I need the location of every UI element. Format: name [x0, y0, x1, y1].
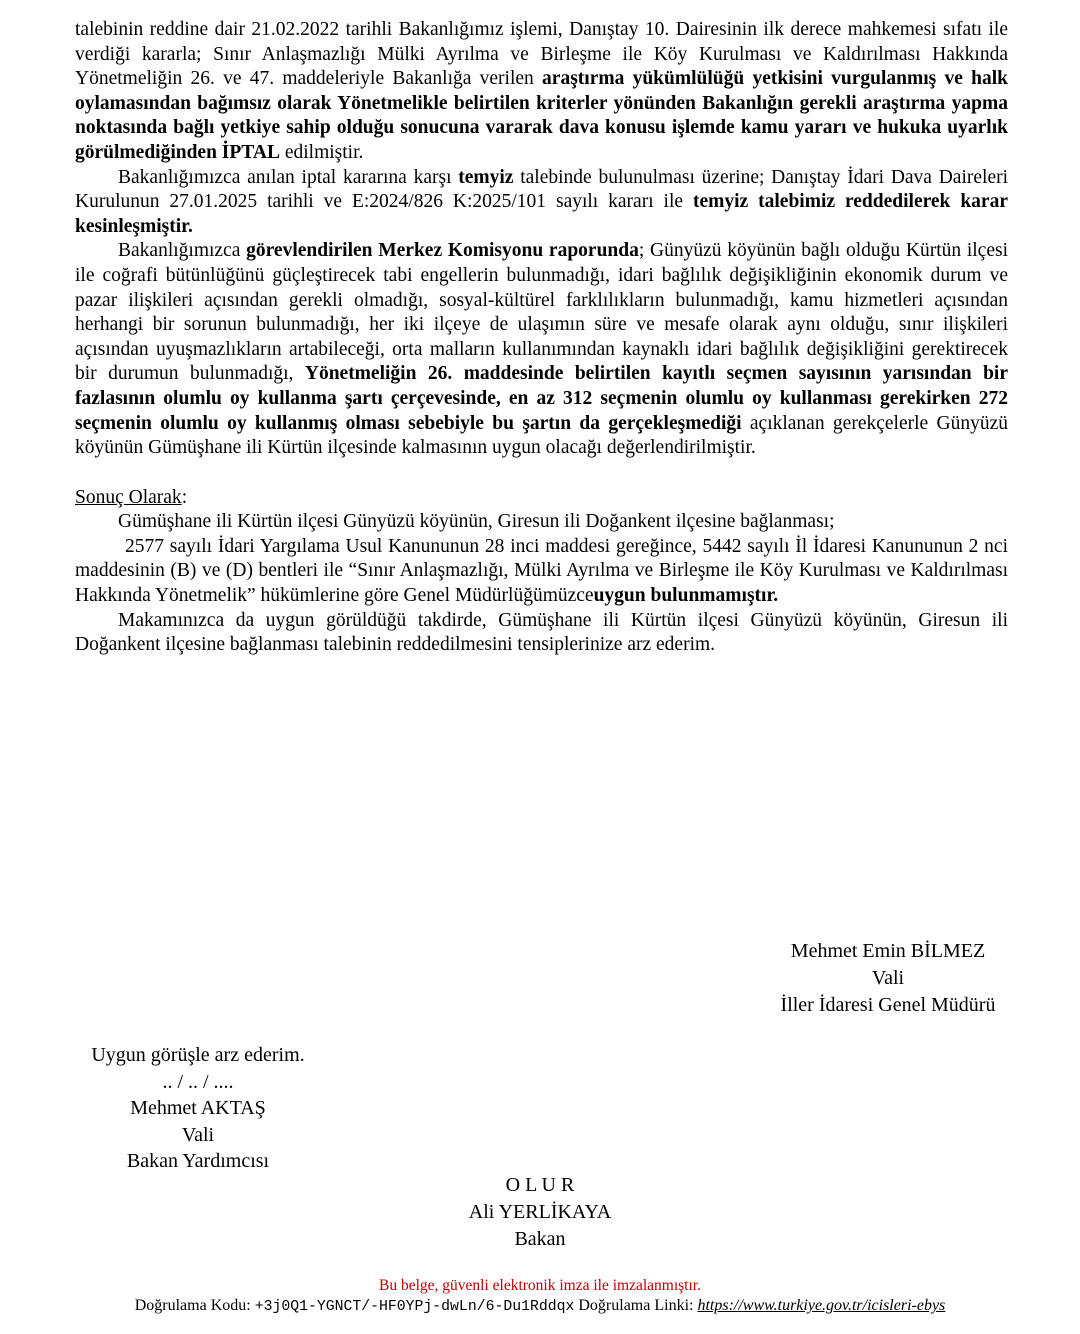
verification-code: +3j0Q1-YGNCT/-HF0YPj-dwLn/6-Du1Rddqx — [254, 1299, 575, 1315]
olur-label: O L U R — [505, 1174, 575, 1196]
karar-text: 2577 sayılı İdari Yargılama Usul Kanununun 28 inci maddesi gereğince, 5442 sayılı İl İdaresi Kanununun 2 nci maddesinin (B) ve (D) bentleri ile “Sınır Anlaşmazlığı, Mülki Ayrılma ve Birleşme ile Köy Kurulması ve Kaldırılması Hakkında Yönetmelik” hükümlerine göre Genel Müdürlüğümüzce — [75, 535, 1008, 607]
paragraph-komisyon — [75, 239, 1008, 460]
iptal-text-end: edilmiştir. — [279, 141, 364, 163]
sonuc-heading-colon: : — [181, 486, 188, 508]
signer-name: Mehmet AKTAŞ — [130, 1097, 266, 1119]
temyiz-text-start: Bakanlığımızca anılan iptal kararına karşı — [118, 166, 459, 188]
sonuc-paragraph-karar — [75, 535, 1008, 609]
temyiz-text-mid: talebinde bulunulması üzerine; Danıştay İdari Dava Daireleri Kurulunun 27.01.2025 tarihli ve E:2024/826 K:2025/101 sayılı kararı ile — [75, 166, 1009, 213]
karar-bold-uygun-bulunmamistir: uygun bulunmamıştır. — [593, 585, 779, 607]
temyiz-bold-end: temyiz talebimiz reddedilerek karar kesinleşmiştir. — [75, 191, 1008, 237]
komisyon-bold-secmen: Yönetmeliğin 26. maddesinde belirtilen kayıtlı seçmen sayısının yarısından bir fazlasının olumlu oy kullanma şartı çerçevesinde, en az 312 seçmenin olumlu oy kullanması gerekirken 272 seçmenin olumlu oy kullanmış olması sebebiyle bu şartın da gerçekleşmediği — [75, 363, 1008, 434]
date-placeholder: .. / .. / .... — [162, 1070, 234, 1093]
komisyon-text-start: Bakanlığımızca — [118, 240, 247, 262]
signature-block-bakan-olur — [390, 1172, 690, 1253]
paragraph-arz — [75, 609, 1008, 658]
paragraph-iptal — [75, 18, 1008, 166]
signer-name: Mehmet Emin BİLMEZ — [790, 940, 986, 962]
signature-block-genel-mudur — [700, 938, 1076, 1019]
sonuc-heading — [75, 486, 1008, 511]
temyiz-bold-word: temyiz — [458, 166, 514, 188]
signer-title-bakan-yardimcisi: Bakan Yardımcısı — [126, 1150, 270, 1172]
komisyon-text-mid: ; Günyüzü köyünün bağlı olduğu Kürtün ilçesi ile coğrafi bütünlüğünü güçleştirecek tabi engellerin bulunmadığı, idari bağlılık değişikliğinin ekonomik durum ve pazar ilişkileri açısından gerekli olmadığı, sosyal-kültürel farklılıkların bulunmadığı, kamu hizmetleri açısından herhangi bir sorunun bulunmadığı, her iki ilçeye de ulaşımın süre ve mesafe olarak aynı olduğu, sınır ilişkileri açısından uyuşmazlıkların artabileceği, orta malların kullanımından kaynaklı idari bağlılık değişikliğini gerektirecek bir durumun bulunmadığı, — [75, 240, 1008, 385]
sonuc-line-baglanma-text: Gümüşhane ili Kürtün ilçesi Günyüzü köyünün, Giresun ili Doğankent ilçesine bağlanması; — [118, 511, 835, 533]
komisyon-bold-title: görevlendirilen Merkez Komisyonu raporunda — [246, 240, 639, 262]
e-signature-footer — [0, 1276, 1080, 1318]
sonuc-heading-text: Sonuç Olarak — [75, 486, 182, 508]
iptal-text-bold: araştırma yükümlülüğü yetkisini vurgulanmış ve halk oylamasından bağımsız olarak Yönetmelikle belirtilen kriterler yönünden Bakanlığın gerekli araştırma yapma noktasında bağlı yetkiye sahip olduğu sonucuna vararak dava konusu işlemde kamu yararı ve hukuka uyarlık görülmediğinden İPTAL — [75, 68, 1008, 163]
verification-link-label: Doğrulama Linki: — [574, 1297, 698, 1314]
signer-title-genel-mudur: İller İdaresi Genel Müdürü — [780, 994, 996, 1016]
komisyon-text-end: açıklanan gerekçelerle Günyüzü köyünün Gümüşhane ili Kürtün ilçesinde kalmasının uygun olacağı değerlendirilmiştir. — [75, 412, 1008, 459]
document-body — [75, 18, 1008, 658]
approval-note: Uygun görüşle arz ederim. — [91, 1044, 305, 1066]
arz-text: Makamınızca da uygun görüldüğü takdirde, Gümüşhane ili Kürtün ilçesi Günyüzü köyünün, Giresun ili Doğankent ilçesine bağlanması talebinin reddedilmesini tensiplerinize arz ederim. — [75, 609, 1008, 656]
verification-line — [0, 1295, 1080, 1318]
signer-title-vali: Vali — [181, 1123, 215, 1146]
signature-block-bakan-yardimcisi — [72, 1042, 324, 1175]
verification-code-label: Doğrulama Kodu: — [134, 1297, 255, 1314]
sonuc-line-baglanma — [75, 510, 1008, 535]
signer-title-bakan: Bakan — [514, 1228, 566, 1250]
signer-name: Ali YERLİKAYA — [468, 1201, 612, 1223]
signer-title-vali: Vali — [871, 967, 905, 989]
e-signature-notice: Bu belge, güvenli elektronik imza ile imzalanmıştır. — [379, 1277, 701, 1294]
paragraph-temyiz — [75, 166, 1008, 240]
verification-link[interactable]: https://www.turkiye.gov.tr/icisleri-ebys — [697, 1297, 946, 1314]
iptal-text-start: talebinin reddine dair 21.02.2022 tarihli Bakanlığımız işlemi, Danıştay 10. Dairesinin ilk derece mahkemesi sıfatı ile verdiği kararla; Sınır Anlaşmazlığı Mülki Ayrılma ve Birleşme ile Köy Kurulması ve Kaldırılması Hakkında Yönetmeliğin 26. ve 47. maddeleriyle Bakanlığa verilen — [75, 19, 1008, 90]
